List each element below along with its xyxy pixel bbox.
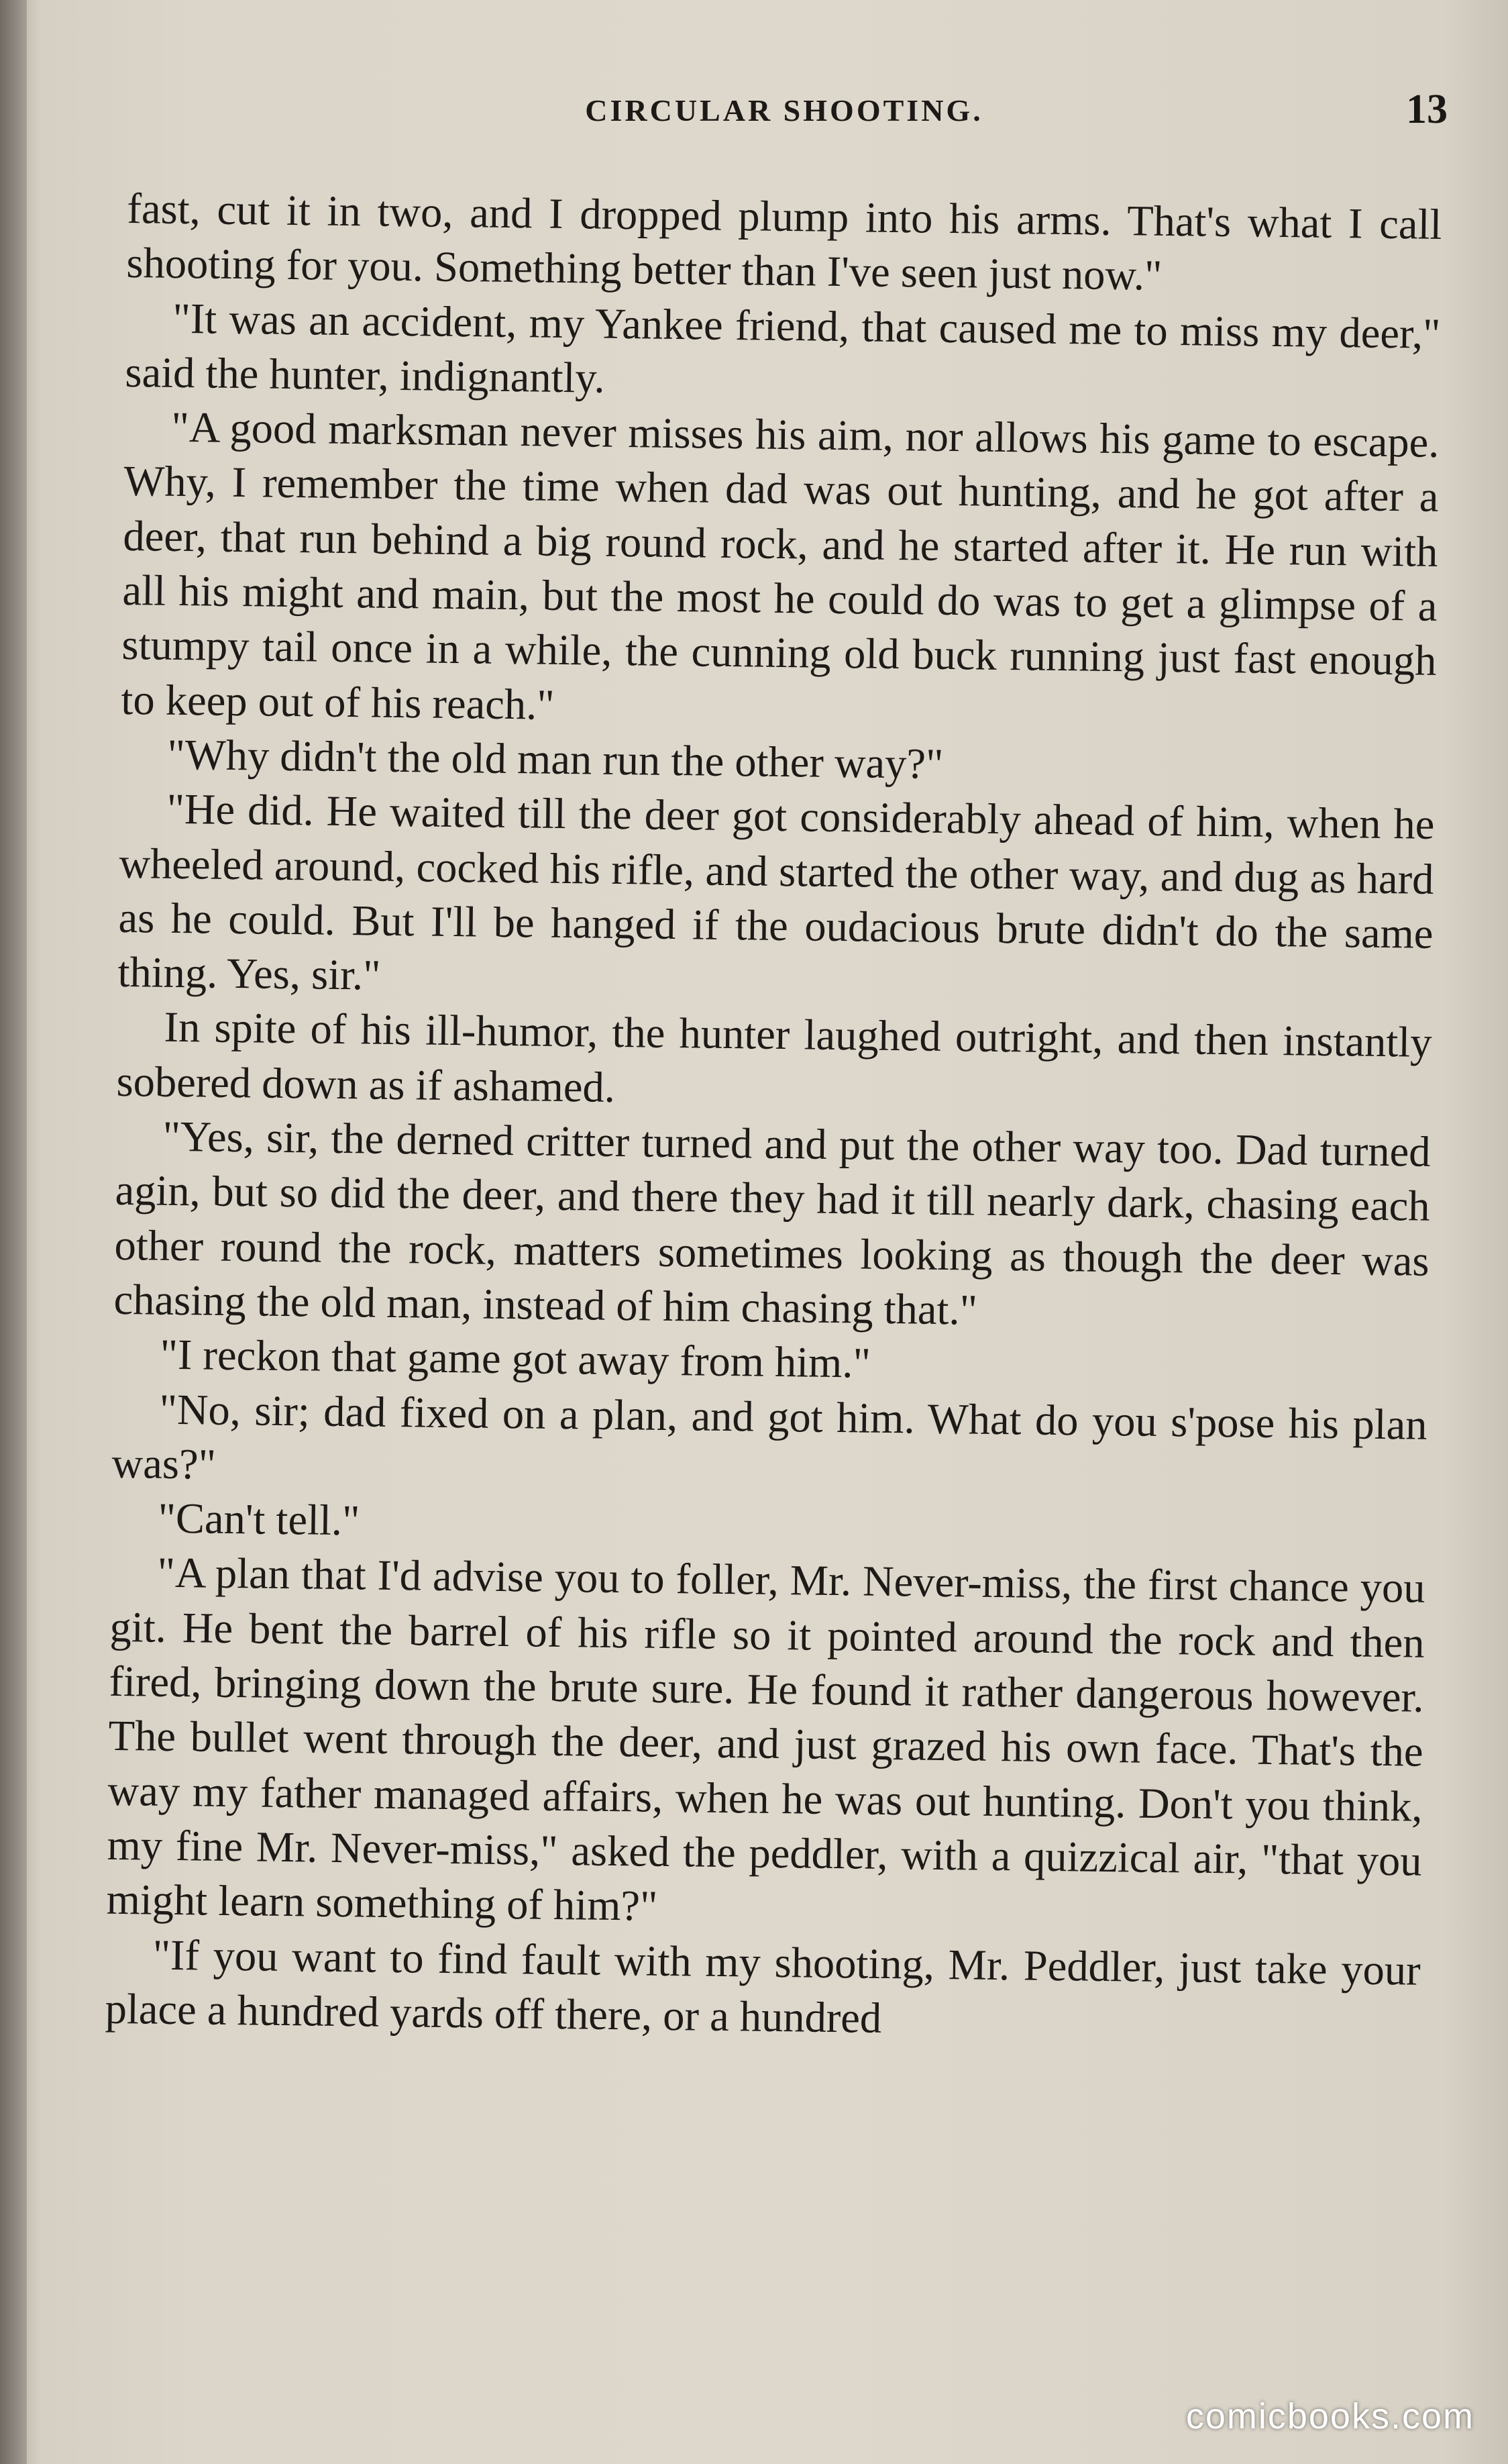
running-head: CIRCULAR SHOOTING. (585, 93, 983, 127)
paragraph: "I reckon that game got away from him." (160, 1330, 871, 1387)
paragraph: "Yes, sir, the derned critter turned and put the other way too. Dad turned agin, but so did the deer, and there they had it till nearly dark, chasing each other round the rock, matters sometimes looking as though the deer was chasing the old man, instead of him chasing that." (113, 1112, 1431, 1334)
paragraph: fast, cut it in two, and I dropped plump into his arms. That's what I call shooting for you. Something better than I've seen just now." (126, 184, 1442, 300)
paragraph: "Why didn't the old man run the other way?" (167, 730, 944, 788)
paragraph: "Can't tell." (158, 1494, 360, 1545)
page-header (121, 86, 1448, 140)
paragraph: "He did. He waited till the deer got considerably ahead of him, when he wheeled around, cocked his rifle, and started the other way, and dug as hard as he could. But I'll be hanged if the oudacious brute didn't do the same thing. Yes, sir." (117, 785, 1435, 999)
site-watermark: comicbooks.com (1185, 2396, 1474, 2436)
page-number: 13 (1406, 87, 1448, 132)
paragraph: In spite of his ill-humor, the hunter laughed outright, and then instantly sobered down as if ashamed. (116, 1003, 1432, 1111)
paragraph: "It was an accident, my Yankee friend, that caused me to miss my deer," said the hunter, indignantly. (125, 294, 1441, 402)
paragraph: "A good marksman never misses his aim, nor allows his game to escape. Why, I remember the time when dad was out hunting, and he got after a deer, that run behind a big round rock, and he started after it. He run with all his might and main, but the most he could do was to get a glimpse of a stumpy tail once in a while, the cunning old buck running just fast enough to keep out of his reach." (121, 403, 1440, 729)
body-text (105, 181, 1442, 2052)
paragraph: "No, sir; dad fixed on a plan, and got him. What do you s'pose his plan was?" (111, 1385, 1428, 1488)
paragraph: "A plan that I'd advise you to foller, Mr. Never-miss, the first chance you git. He bent the barrel of his rifle so it pointed around the rock and then fired, bringing down the brute sure. He found it rather dangerous however. The bullet went through the deer, and just grazed his own face. That's the way my father managed affairs, when he was out hunting. Don't you think, my fine Mr. Never-miss," asked the peddler, with a quizzical air, "that you might learn something of him?" (106, 1549, 1425, 1931)
paragraph: "If you want to find fault with my shooting, Mr. Peddler, just take your place a hundred yards off there, or a hundred (105, 1931, 1421, 2042)
page-gutter-shadow (0, 0, 27, 2464)
